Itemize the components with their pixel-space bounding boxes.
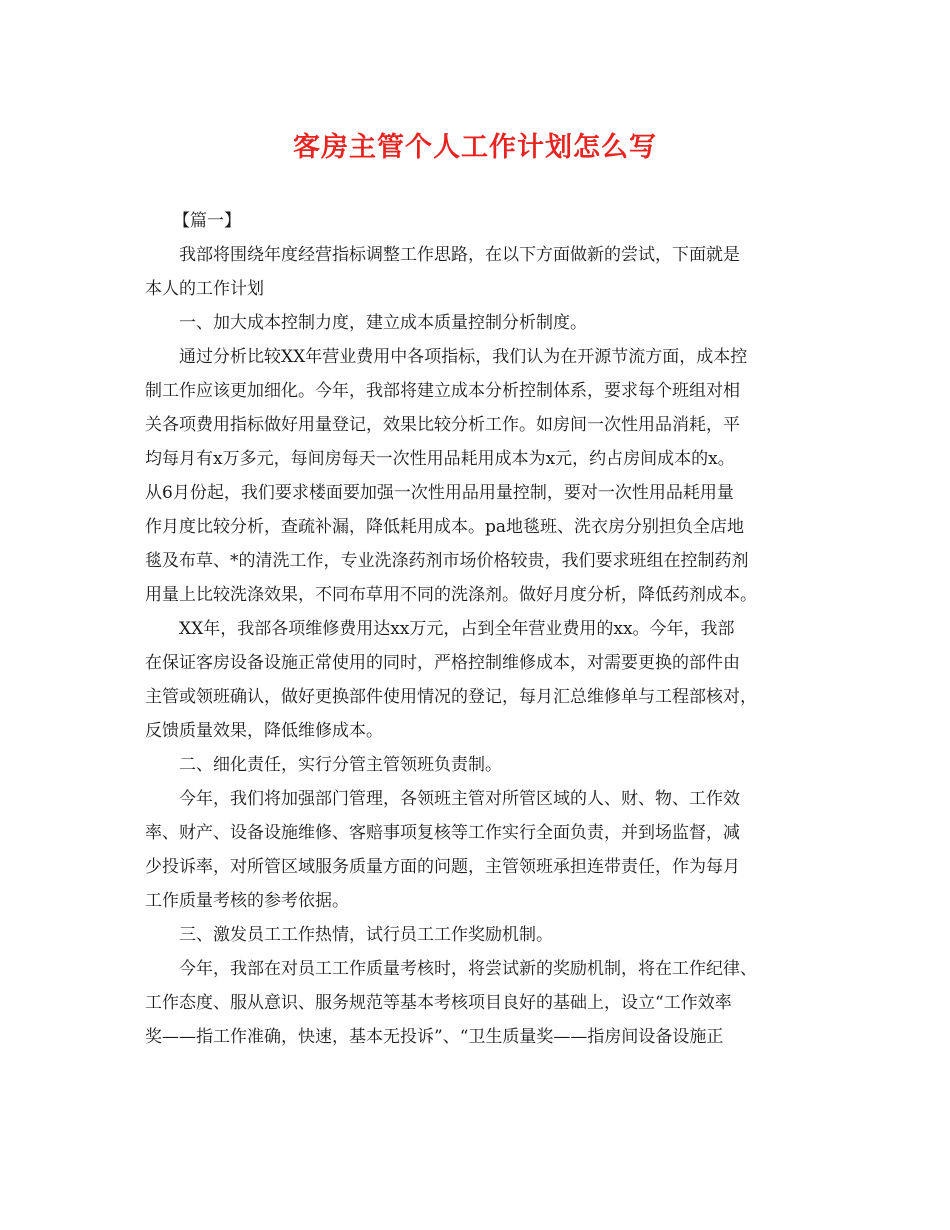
text-line: 率、财产、设备设施维修、客赔事项复核等工作实行全面负责，并到场监督，减 <box>145 823 740 843</box>
text-line: 关各项费用指标做好用量登记，效果比较分析工作。如房间一次性用品消耗，平 <box>145 415 740 435</box>
document-body <box>145 204 805 1054</box>
text-line: 一、加大成本控制力度，建立成本质量控制分析制度。 <box>179 313 587 333</box>
section-tag: 【篇一】 <box>173 211 241 231</box>
text-line: 工作质量考核的参考依据。 <box>145 891 349 911</box>
text-line: 工作态度、服从意识、服务规范等基本考核项目良好的基础上，设立“工作效率 <box>145 993 732 1013</box>
text-line: XX年，我部各项维修费用达xx万元，占到全年营业费用的xx。今年，我部 <box>179 619 735 639</box>
text-line: 反馈质量效果，降低维修成本。 <box>145 721 383 741</box>
text-line: 我部将围绕年度经营指标调整工作思路，在以下方面做新的尝试，下面就是 <box>179 245 740 265</box>
text-line: 毯及布草、*的清洗工作，专业洗涤药剂市场价格较贵，我们要求班组在控制药剂 <box>145 551 749 571</box>
text-line: 主管或领班确认，做好更换部件使用情况的登记，每月汇总维修单与工程部核对， <box>145 687 757 707</box>
text-line: 奖——指工作准确，快速，基本无投诉”、“卫生质量奖——指房间设备设施正 <box>145 1027 724 1047</box>
text-line: 二、细化责任，实行分管主管领班负责制。 <box>179 755 502 775</box>
text-line: 在保证客房设备设施正常使用的同时，严格控制维修成本，对需要更换的部件由 <box>145 653 740 673</box>
text-line: 三、激发员工工作热情，试行员工工作奖励机制。 <box>179 925 553 945</box>
text-line: 制工作应该更加细化。今年，我部将建立成本分析控制体系，要求每个班组对相 <box>145 381 740 401</box>
text-line: 用量上比较洗涤效果，不同布草用不同的洗涤剂。做好月度分析，降低药剂成本。 <box>145 585 757 605</box>
text-line: 作月度比较分析，查疏补漏，降低耗用成本。pa地毯班、洗衣房分别担负全店地 <box>145 517 745 537</box>
document-title: 客房主管个人工作计划怎么写 <box>293 132 657 163</box>
text-line: 今年，我部在对员工工作质量考核时，将尝试新的奖励机制，将在工作纪律、 <box>179 959 757 979</box>
text-line: 从6月份起，我们要求楼面要加强一次性用品用量控制，要对一次性用品耗用量 <box>145 483 734 503</box>
text-line: 均每月有x万多元，每间房每天一次性用品耗用成本为x元，约占房间成本的x。 <box>145 449 735 469</box>
text-line: 通过分析比较XX年营业费用中各项指标，我们认为在开源节流方面，成本控 <box>179 347 748 367</box>
text-line: 少投诉率，对所管区域服务质量方面的问题，主管领班承担连带责任，作为每月 <box>145 857 740 877</box>
text-line: 今年，我们将加强部门管理，各领班主管对所管区域的人、财、物、工作效 <box>179 789 740 809</box>
text-line: 本人的工作计划 <box>145 279 264 299</box>
